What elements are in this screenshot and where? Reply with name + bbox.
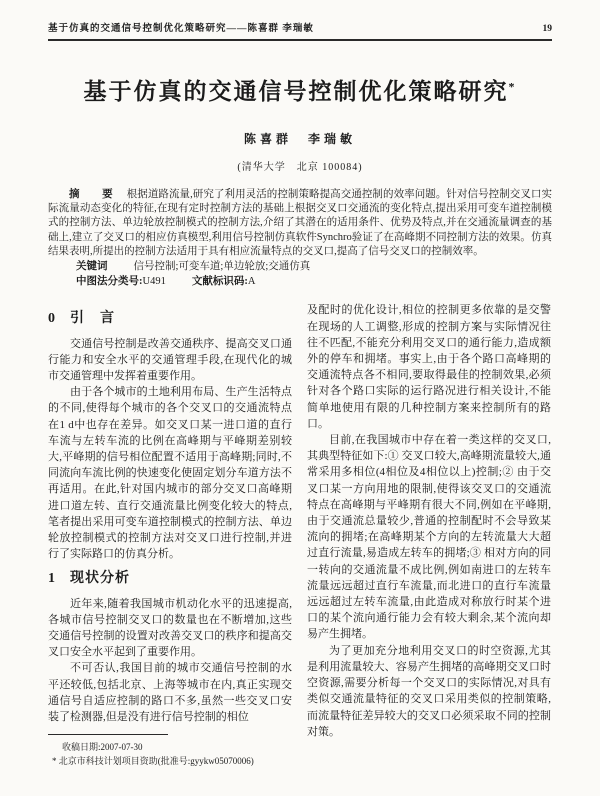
abstract-block	[48, 188, 552, 289]
left-column	[48, 302, 292, 768]
abstract-label: 摘 要	[69, 189, 119, 200]
footnote-block	[48, 734, 292, 768]
body-paragraph: 目前,在我国城市中存在着一类这样的交叉口,其典型特征如下:① 交叉口较大,高峰期流量较大,通常采用多相位(4相位及4相位以上)控制;② 由于交叉口某一方向用地的限制,使得该交叉口的交通流特点在高峰期与平峰期有很大不同,例如在平峰期,由于交通流总量较少,普通的控制配时不会导致某流向的拥堵;在高峰期某个方向的左转流量大大超过直行流量,易造成左转车的拥堵;③ 相对方向的同一转向的交通流量不成比例,例如南进口的左转车流量远远超过直行车流量,而北进口的直行车流量远远超过左转车流量,由此造成对称放行时某个进口的某个流向通行能力会有较大剩余,某个流向却易产生拥堵。	[307, 434, 551, 641]
funding-note: * 北京市科技计划项目资助(批准号:gyykw05070006)	[52, 756, 254, 767]
right-column	[307, 302, 551, 768]
section-title: 引 言	[70, 311, 115, 327]
keywords-line	[48, 260, 552, 274]
title-footnote-marker: *	[508, 79, 517, 94]
body-paragraph: 由于各个城市的土地利用布局、生产生活特点的不同,使得每个城市的各个交叉口的交通流特点在1 d中也存在差异。如交叉口某一进口道的直行车流与左转车流的比例在高峰期与平峰期差别较大,平峰期的信号相位配置不适用于高峰期;同时,不同流向车流比例的快速变化使固定划分车道方法不再适用。在此,针对国内城市的部分交叉口高峰期进口道左转、直行交通流量比例变化较大的特点,笔者提出采用可变车道控制模式的控制方法、单边轮放控制模式的控制方法对交叉口进行控制,并进行了实际路口的仿真分析。	[48, 386, 292, 561]
paper-title	[48, 73, 552, 106]
body-paragraph: 为了更加充分地利用交叉口的时空资源,尤其是利用流量较大、容易产生拥堵的高峰期交叉口时空资源,需要分析每一个交叉口的实际情况,对具有类似交通流量特征的交叉口采用类似的控制策略,而流量特征差异较大的交叉口必须采取不同的控制对策。	[307, 644, 551, 738]
affiliation: (清华大学 北京 100084)	[237, 162, 363, 173]
running-header	[48, 20, 552, 41]
section-title: 现状分析	[70, 571, 130, 587]
authors: 陈喜群 李瑞敏	[243, 132, 356, 146]
running-title: 基于仿真的交通信号控制优化策略研究——陈喜群 李瑞敏	[48, 24, 314, 34]
abstract-paragraph	[48, 188, 552, 259]
section-number: 0	[48, 311, 56, 327]
doc-code-value: A	[247, 276, 256, 288]
classification-line	[48, 275, 552, 289]
paper-title-text: 基于仿真的交通信号控制优化策略研究	[83, 79, 509, 104]
clc-value: U491	[142, 276, 166, 288]
abstract-text: 根据道路流量,研究了利用灵活的控制策略提高交通控制的效率问题。针对信号控制交叉口实际流量动态变化的特征,在现有定时控制方法的基础上根据交叉口交通流的变化特点,提出采用可变车道控制模式的控制方法、单边轮放控制模式的控制方法,介绍了其潜在的适用条件、优势及特点,并在交通流量调查的基础上,建立了交叉口的相应仿真模型,利用信号控制仿真软件Synchro验证了在高峰期不同控制方法的效果。仿真结果表明,所提出的控制方法适用于具有相应流量特点的交叉口,提高了信号交叉口的控制效率。	[48, 189, 553, 257]
footnote-rule	[48, 734, 168, 735]
received-date: 收稿日期:2007-07-30	[62, 742, 143, 753]
page-number: 19	[542, 24, 552, 34]
section-heading-status	[48, 571, 292, 587]
body-paragraph: 交通信号控制是改善交通秩序、提高交叉口通行能力和安全水平的交通管理手段,在现代化的城市交通管理中发挥着重要作用。	[48, 337, 292, 383]
section-heading-intro	[48, 311, 292, 327]
clc-label: 中图法分类号:	[76, 276, 143, 288]
body-columns	[48, 302, 552, 768]
section-number: 1	[48, 571, 56, 587]
keywords-text: 信号控制;可变车道;单边轮放;交通仿真	[133, 261, 311, 273]
body-paragraph: 及配时的优化设计,相位的控制更多依靠的是交警在现场的人工调整,形成的控制方案与实际情况往往不匹配,不能充分利用交叉口的通行能力,造成额外的停车和拥堵。事实上,由于各个路口高峰期的交通流特点各不相同,要取得最佳的控制效果,必须针对各个路口实际的运行路况进行相关设计,不能简单地使用有限的几种控制方案来控制所有的路口。	[307, 304, 551, 430]
body-paragraph: 不可否认,我国目前的城市交通信号控制的水平还较低,包括北京、上海等城市在内,真正实现交通信号自适应控制的路口不多,虽然一些交叉口安装了检测器,但是没有进行信号控制的相位	[48, 662, 292, 724]
keywords-label: 关键词	[76, 261, 108, 273]
doc-code-label: 文献标识码:	[191, 276, 248, 288]
body-paragraph: 近年来,随着我国城市机动化水平的迅速提高,各城市信号控制交叉口的数量也在不断增加,这些交通信号控制的设置对改善交叉口的秩序和提高交叉口安全水平起到了重要作用。	[48, 597, 292, 659]
